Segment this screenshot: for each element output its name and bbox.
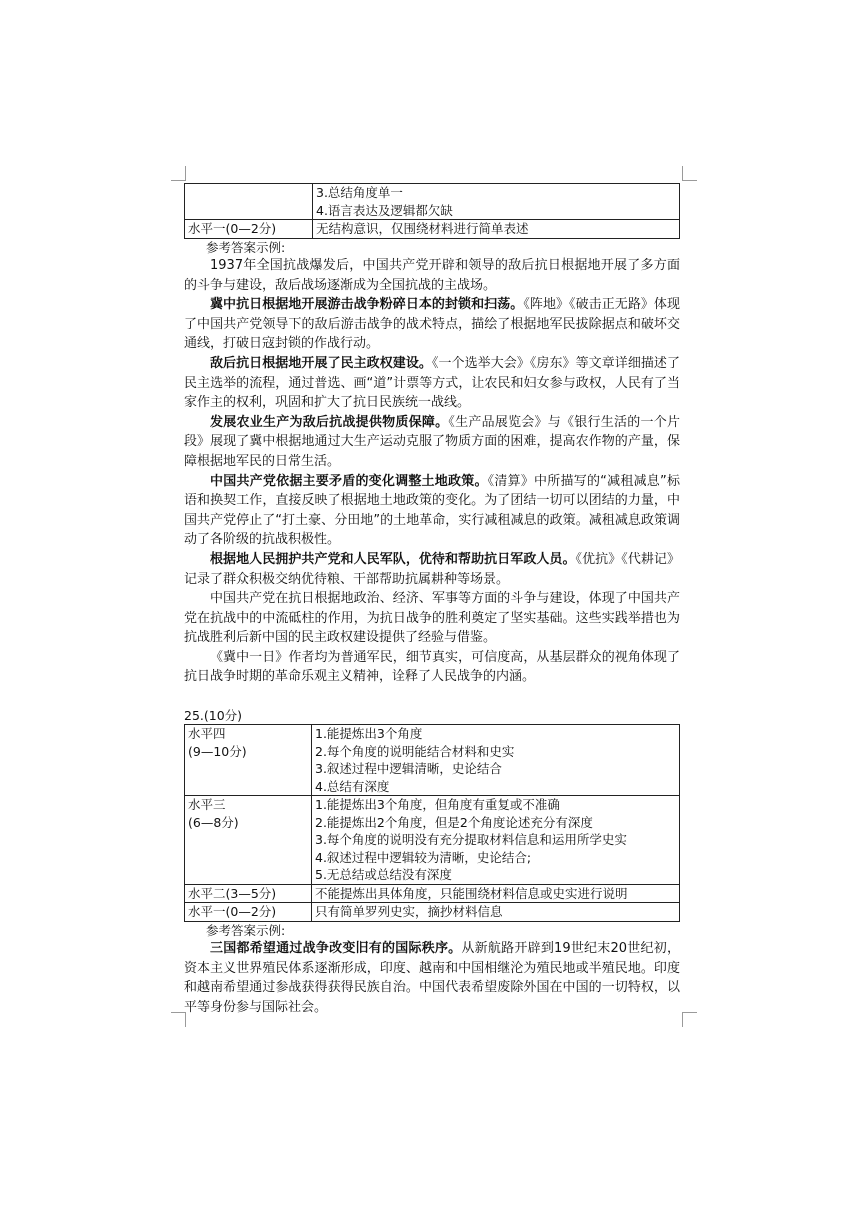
answer-label: 参考答案示例: — [206, 239, 286, 255]
level-cell — [185, 184, 313, 220]
level-cell: 水平二(3—5分) — [185, 884, 312, 903]
criteria-cell — [312, 903, 680, 922]
answer-body-1 — [184, 256, 680, 687]
level-score: (9—10分) — [188, 743, 247, 759]
table-row — [185, 796, 680, 885]
level-cell: 水平一(0—2分) — [185, 903, 312, 922]
criteria-line: 不能提炼出具体角度，只能围绕材料信息或史实进行说明 — [315, 885, 628, 901]
page-content — [184, 183, 680, 1017]
criteria-line: 2.能提炼出2个角度，但是2个角度论述充分有深度 — [315, 814, 593, 830]
criteria-line: 1.能提炼出3个角度，但角度有重复或不准确 — [315, 797, 560, 813]
answer-label: 参考答案示例: — [206, 922, 286, 938]
criteria-line: 3.总结角度单一 — [316, 185, 403, 200]
level-name: 水平三 — [188, 797, 226, 813]
criteria-line: 4.语言表达及逻辑都欠缺 — [316, 202, 453, 218]
paragraph: 中国共产党依据主要矛盾的变化调整土地政策。《清算》中所描写的“减租减息”标语和换契工作，直接反映了根据地土地政策的变化。为了团结一切可以团结的力量，中国共产党停止了“打土豪、分田地”的土地革命，实行减租减息的政策。减租减息政策调动了各阶级的抗战积极性。 — [184, 473, 680, 548]
table-row — [185, 725, 680, 796]
criteria-line: 5.无总结或总结没有深度 — [315, 867, 452, 883]
level-cell — [185, 796, 312, 885]
answer-body-2 — [184, 939, 680, 1017]
table-row — [185, 903, 680, 922]
crop-mark-bottom-right — [682, 1012, 697, 1027]
criteria-line: 4.叙述过程中逻辑较为清晰，史论结合; — [315, 849, 532, 865]
criteria-cell — [312, 884, 680, 903]
scoring-table-q25 — [184, 724, 680, 922]
table-row — [185, 220, 680, 239]
crop-mark-top-right — [682, 166, 697, 181]
criteria-cell — [312, 725, 680, 796]
criteria-line: 3.每个角度的说明没有充分提取材料信息和运用所学史实 — [315, 832, 627, 848]
table-row — [185, 184, 680, 220]
spacer — [184, 687, 680, 707]
criteria-cell — [312, 796, 680, 885]
criteria-cell — [313, 220, 680, 239]
table-row — [185, 884, 680, 903]
paragraph: 三国都希望通过战争改变旧有的国际秩序。从新航路开辟到19世纪末20世纪初，资本主义世界殖民体系逐渐形成，印度、越南和中国相继沦为殖民地或半殖民地。印度和越南希望通过参战获得获得民族自治。中国代表希望废除外国在中国的一切特权，以平等身份参与国际社会。 — [184, 941, 680, 1015]
crop-mark-top-left — [171, 166, 186, 181]
criteria-line: 4.总结有深度 — [315, 778, 390, 794]
level-cell: 水平一(0—2分) — [185, 220, 313, 239]
paragraph: 《冀中一日》作者均为普通军民，细节真实，可信度高，从基层群众的视角体现了抗日战争时期的革命乐观主义精神，诠释了人民战争的内涵。 — [184, 649, 680, 685]
paragraph: 发展农业生产为敌后抗战提供物质保障。《生产品展览会》与《银行生活的一个片段》展现了冀中根据地通过大生产运动克服了物质方面的困难，提高农作物的产量，保障根据地军民的日常生活。 — [184, 414, 680, 469]
level-name: 水平四 — [188, 726, 226, 742]
scoring-table-continued — [184, 183, 680, 239]
criteria-line: 无结构意识，仅围绕材料进行简单表述 — [316, 221, 529, 236]
question-number: 25.(10分) — [184, 708, 243, 724]
paragraph: 中国共产党在抗日根据地政治、经济、军事等方面的斗争与建设，体现了中国共产党在抗战中的中流砥柱的作用，为抗日战争的胜利奠定了坚实基础。这些实践举措也为抗战胜利后新中国的民主政权建设提供了经验与借鉴。 — [184, 591, 680, 646]
level-cell — [185, 725, 312, 796]
paragraph: 根据地人民拥护共产党和人民军队，优待和帮助抗日军政人员。《优抗》《代耕记》记录了群众积极交纳优待粮、干部帮助抗属耕种等场景。 — [184, 551, 680, 587]
paragraph: 冀中抗日根据地开展游击战争粉碎日本的封锁和扫荡。《阵地》《破击正无路》体现了中国共产党领导下的敌后游击战争的战术特点，描绘了根据地军民拔除据点和破坏交通线，打破日寇封锁的作战行动。 — [184, 297, 680, 352]
paragraph: 敌后抗日根据地开展了民主政权建设。《一个选举大会》《房东》等文章详细描述了民主选举的流程，通过普选、画“道”计票等方式，让农民和妇女参与政权，人民有了当家作主的权利，巩固和扩大了抗日民族统一战线。 — [184, 355, 680, 411]
criteria-line: 3.叙述过程中逻辑清晰，史论结合 — [315, 761, 502, 777]
criteria-line: 2.每个角度的说明能结合材料和史实 — [315, 743, 515, 759]
level-score: (6—8分) — [188, 814, 239, 830]
paragraph: 1937年全国抗战爆发后，中国共产党开辟和领导的敌后抗日根据地开展了多方面的斗争与建设，敌后战场逐渐成为全国抗战的主战场。 — [184, 258, 680, 293]
criteria-line: 只有简单罗列史实，摘抄材料信息 — [315, 904, 503, 920]
criteria-line: 1.能提炼出3个角度 — [315, 726, 423, 742]
criteria-cell — [313, 184, 680, 220]
